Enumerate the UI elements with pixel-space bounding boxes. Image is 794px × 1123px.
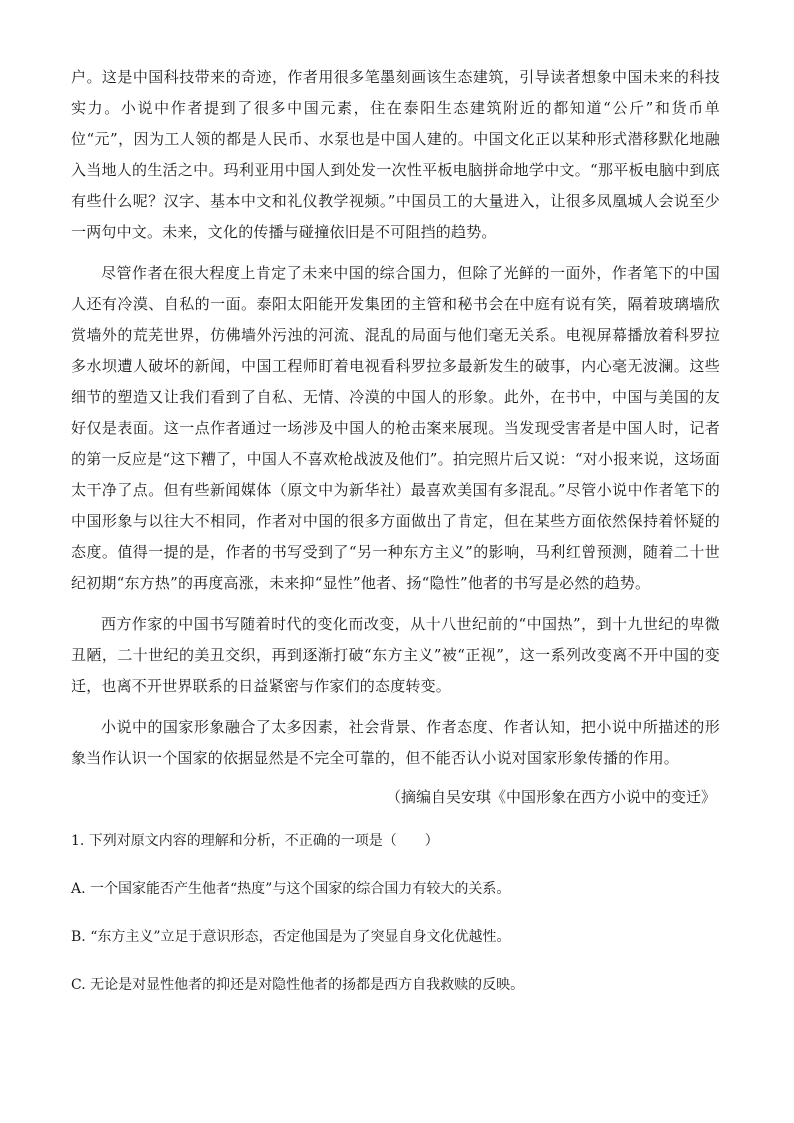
option-b: B. “东方主义”立足于意识形态，否定他国是为了突显自身文化优越性。	[71, 929, 511, 945]
option-c: C. 无论是对显性他者的抑还是对隐性他者的扬都是西方自我救赎的反映。	[71, 977, 525, 993]
article-body	[71, 62, 720, 997]
paragraph-4: 小说中的国家形象融合了太多因素，社会背景、作者态度、作者认知，把小说中所描述的形象当作认识一个国家的依据显然是不完全可靠的，但不能否认小说对国家形象传播的作用。	[71, 718, 720, 767]
paragraph-3: 西方作家的中国书写随着时代的变化而改变，从十八世纪前的“中国热”，到十九世纪的卑微丑陋，二十世纪的美丑交织，再到逐渐打破“东方主义”被“正视”，这一系列改变离不开中国的变迁，也离不开世界联系的日益紧密与作家们的态度转变。	[71, 615, 720, 695]
option-a: A. 一个国家能否产生他者“热度”与这个国家的综合国力有较大的关系。	[71, 881, 511, 897]
source-citation: （摘编自吴安琪《中国形象在西方小说中的变迁》	[385, 788, 716, 806]
question-stem: 1. 下列对原文内容的理解和分析，不正确的一项是（ ）	[71, 833, 439, 849]
paragraph-1: 户。这是中国科技带来的奇迹，作者用很多笔墨刻画该生态建筑，引导读者想象中国未来的科技实力。小说中作者提到了很多中国元素，住在泰阳生态建筑附近的都知道“公斤”和货币单位“元”，因为工人领的都是人民币、水泵也是中国人建的。中国文化正以某种形式潜移默化地融入当地人的生活之中。玛利亚用中国人到处发一次性平板电脑拼命地学中文。“那平板电脑中到底有些什么呢？汉字、基本中文和礼仪教学视频。”中国员工的大量进入，让很多凤凰城人会说至少一两句中文。未来，文化的传播与碰撞依旧是不可阻挡的趋势。	[71, 68, 720, 241]
paragraph-2: 尽管作者在很大程度上肯定了未来中国的综合国力，但除了光鲜的一面外，作者笔下的中国人还有冷漠、自私的一面。泰阳太阳能开发集团的主管和秘书会在中庭有说有笑，隔着玻璃墙欣赏墙外的荒芜世界，仿佛墙外污浊的河流、混乱的局面与他们毫无关系。电视屏幕播放着科罗拉多水坝遭人破坏的新闻，中国工程师盯着电视看科罗拉多最新发生的破事，内心毫无波澜。这些细节的塑造又让我们看到了自私、无情、冷漠的中国人的形象。此外，在书中，中国与美国的友好仅是表面。这一点作者通过一场涉及中国人的枪击案来展现。当发现受害者是中国人时，记者的第一反应是“这下糟了，中国人不喜欢枪战波及他们”。拍完照片后又说：“对小报来说，这场面太干净了点。但有些新闻媒体（原文中为新华社）最喜欢美国有多混乱。”尽管小说中作者笔下的中国形象与以往大不相同，作者对中国的很多方面做出了肯定，但在某些方面依然保持着怀疑的态度。值得一提的是，作者的书写受到了“另一种东方主义”的影响，马利红曾预测，随着二十世纪初期“东方热”的再度高涨，未来抑“显性”他者、扬“隐性”他者的书写是必然的趋势。	[71, 264, 720, 592]
